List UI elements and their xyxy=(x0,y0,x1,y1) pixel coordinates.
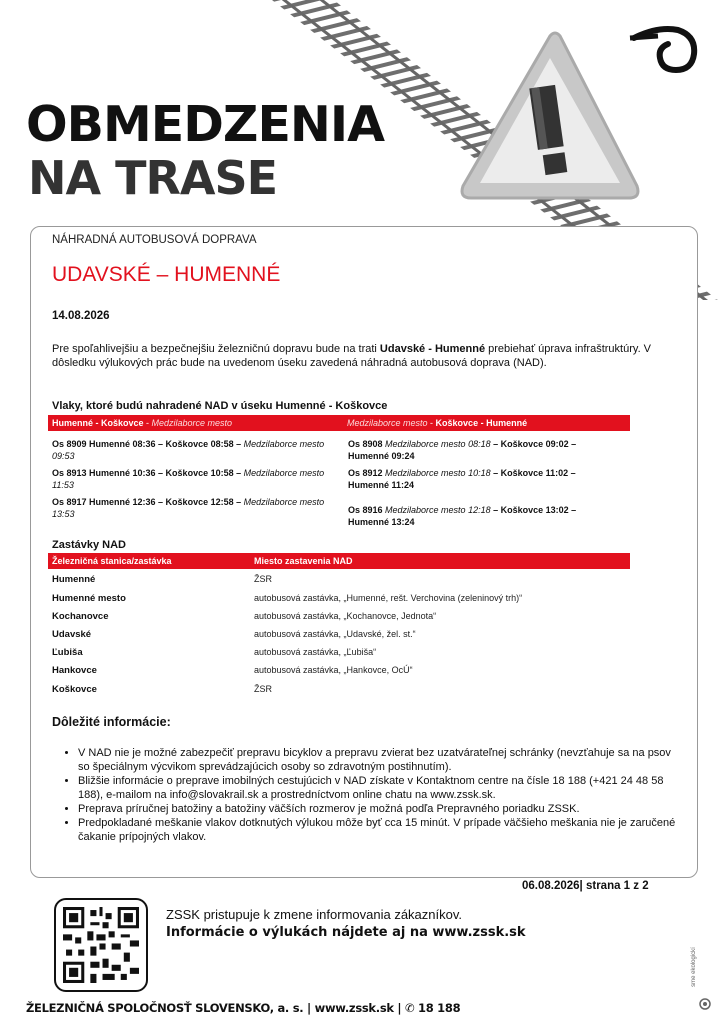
trains-col-left-header xyxy=(48,415,343,431)
stop-place: autobusová zastávka, „Ľubiša“ xyxy=(254,647,377,657)
stop-station: Humenné xyxy=(52,574,96,585)
col-left-bold: Humenné - Koškovce xyxy=(52,418,144,428)
train-right-1-num: Os 8908 xyxy=(348,439,386,449)
footer-line2: Informácie o výlukách nájdete aj na www.zssk.sk xyxy=(166,925,526,940)
train-right-3-rest: – Koškovce 13:02 – Humenné 13:24 xyxy=(348,505,577,527)
train-right-3-from: Medzilaborce mesto 12:18 xyxy=(385,505,491,515)
train-row-right-3 xyxy=(348,504,618,528)
info-item: • Bližšie informácie o preprave imobilných cestujúcich v NAD získate v Kontaktnom centre na čísle 18 188 (+421 24 48 58 188), e-mailom na info@slovakrail.sk a prostredníctvom online chatu na www.zssk.sk. xyxy=(78,774,676,802)
stop-place: ŽSR xyxy=(254,574,272,584)
col-right-italic: Medzilaborce mesto xyxy=(347,418,428,428)
info-item: • V NAD nie je možné zabezpečiť prepravu bicyklov a prepravu zvierat bez uzatvárateľnej schránky (nevzťahuje sa na psov so špeciálnym výcvikom sprevádzajúcich osoby so zdravotným postihnutím). xyxy=(78,746,676,774)
trains-col-right-header xyxy=(343,415,630,431)
col-right-bold: Koškovce - Humenné xyxy=(435,418,528,428)
train-right-1-from: Medzilaborce mesto 08:18 xyxy=(385,439,491,449)
train-row-right-2 xyxy=(348,467,618,491)
col-left-italic: Medzilaborce mesto xyxy=(151,418,233,428)
stops-col-place-header: Miesto zastavenia NAD xyxy=(250,553,630,569)
intro-text-2: prebiehať úprava infraštruktúry. V dôsledku výlukových prác bude na uvedenom úseku zavedená náhradná autobusová doprava (NAD). xyxy=(52,343,652,369)
stop-place: autobusová zastávka, „Kochanovce, Jednota“ xyxy=(254,611,437,621)
qr-code-icon xyxy=(63,907,139,983)
stop-place: ŽSR xyxy=(254,684,272,694)
train-row-left-1 xyxy=(52,438,332,462)
company-footer: ŽELEZNIČNÁ SPOLOČNOSŤ SLOVENSKO, a. s. | www.zssk.sk | ✆ 18 188 xyxy=(26,1001,461,1015)
stop-place: autobusová zastávka, „Humenné, rešt. Verchovina (zeleninový trh)“ xyxy=(254,593,523,603)
eco-label: sme ekologickí xyxy=(690,947,697,987)
train-left-3-main: Os 8917 Humenné 12:36 – Koškovce 12:58 – xyxy=(52,497,244,507)
stop-station: Udavské xyxy=(52,629,92,640)
stop-station: Koškovce xyxy=(52,684,97,695)
poster-title-line2: NA TRASE xyxy=(28,151,278,205)
train-row-left-2 xyxy=(52,467,332,491)
train-right-1-rest: – Koškovce 09:02 – Humenné 09:24 xyxy=(348,439,577,461)
info-heading: Dôležité informácie: xyxy=(52,715,171,729)
col-right-dash: - xyxy=(427,418,436,428)
stop-station: Kochanovce xyxy=(52,611,109,622)
train-right-2-from: Medzilaborce mesto 10:18 xyxy=(385,468,491,478)
train-left-3-extra: Medzilaborce mesto 13:53 xyxy=(52,497,325,519)
info-item: • Preprava príručnej batožiny a batožiny väčších rozmerov je možná podľa Prepravného poriadku ZSSK. xyxy=(78,802,676,816)
warning-sign-icon xyxy=(455,28,645,208)
train-left-1-extra: Medzilaborce mesto 09:53 xyxy=(52,439,325,461)
eco-icon xyxy=(699,998,711,1010)
trains-heading: Vlaky, ktoré budú nahradené NAD v úseku Humenné - Koškovce xyxy=(52,400,388,412)
eco-badge xyxy=(690,940,712,1010)
intro-paragraph xyxy=(52,342,682,370)
intro-route-bold: Udavské - Humenné xyxy=(379,343,486,355)
train-left-2-extra: Medzilaborce mesto 11:53 xyxy=(52,468,325,490)
page-info: 06.08.2026| strana 1 z 2 xyxy=(522,880,649,892)
train-row-right-1 xyxy=(348,438,618,462)
poster-title-line1: OBMEDZENIA xyxy=(26,96,385,153)
stop-station: Humenné mesto xyxy=(52,593,126,604)
stop-place: autobusová zastávka, „Hankovce, OcÚ“ xyxy=(254,665,413,675)
stops-heading: Zastávky NAD xyxy=(52,539,126,551)
zssk-logo-icon xyxy=(628,24,698,74)
intro-text-1: Pre spoľahlivejšiu a bezpečnejšiu železničnú dopravu bude na trati xyxy=(52,343,380,355)
train-right-3-num: Os 8916 xyxy=(348,505,386,515)
train-left-1-main: Os 8909 Humenné 08:36 – Koškovce 08:58 – xyxy=(52,439,244,449)
stop-station: Ľubiša xyxy=(52,647,83,658)
train-row-left-3 xyxy=(52,496,332,520)
stops-col-station-header: Železničná stanica/zastávka xyxy=(48,553,250,569)
train-right-2-num: Os 8912 xyxy=(348,468,386,478)
stop-station: Hankovce xyxy=(52,665,97,676)
stop-place: autobusová zastávka, „Udavské, žel. st.“ xyxy=(254,629,416,639)
train-left-2-main: Os 8913 Humenné 10:36 – Koškovce 10:58 – xyxy=(52,468,244,478)
qr-code-frame xyxy=(54,898,148,992)
route-title: UDAVSKÉ – HUMENNÉ xyxy=(52,263,281,286)
col-left-dash: - xyxy=(143,418,152,428)
train-right-2-rest: – Koškovce 11:02 – Humenné 11:24 xyxy=(348,468,576,490)
footer-line1: ZSSK pristupuje k zmene informovania zákazníkov. xyxy=(166,907,463,922)
info-list xyxy=(58,746,676,844)
info-item: • Predpokladané meškanie vlakov dotknutých výlukou môže byť cca 15 minút. V prípade väčšieho meškania nie je zaručené čakanie prípojných vlakov. xyxy=(78,816,676,844)
notice-date: 14.08.2026 xyxy=(52,310,110,322)
notice-category: NÁHRADNÁ AUTOBUSOVÁ DOPRAVA xyxy=(52,234,257,246)
